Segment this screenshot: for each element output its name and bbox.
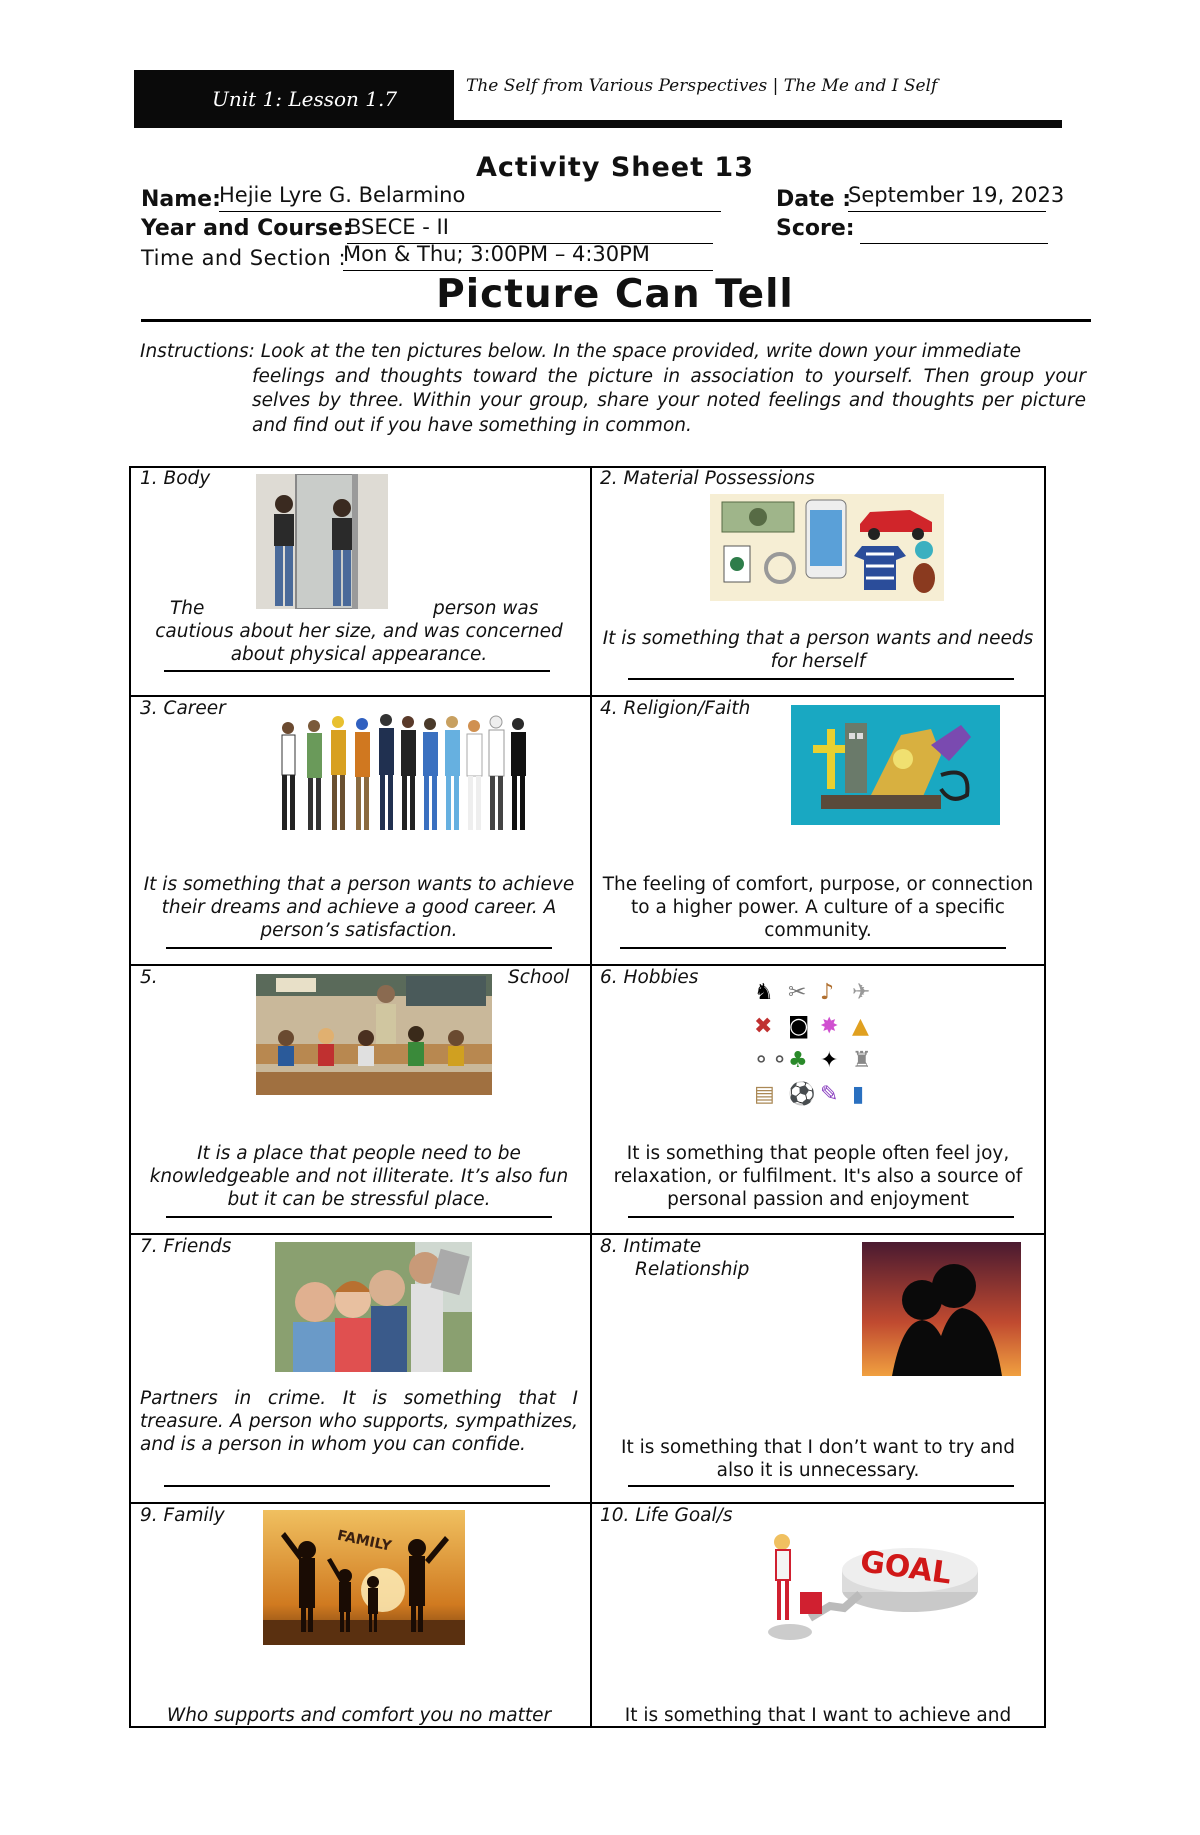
date-label: Date : [776, 187, 852, 212]
family-image [263, 1510, 465, 1645]
school-answer: It is a place that people need to be knowledgeable and not illiterate. It’s also fun but it can be stressful place. [149, 1143, 569, 1210]
body-answer-a: The [170, 598, 205, 619]
goals-image [760, 1508, 980, 1646]
time-label: Time and Section : [141, 246, 347, 270]
cell-label-religion: 4. Religion/Faith [600, 698, 751, 719]
body-answer-b: person was [433, 598, 539, 619]
svg-text:⚽: ⚽ [788, 1082, 816, 1107]
family-answer: Who supports and comfort you no matter [166, 1705, 552, 1726]
svg-text:✸: ✸ [820, 1014, 839, 1039]
grid-divider [590, 466, 592, 1728]
instructions-cont: feelings and thoughts toward the picture in association to yourself. Then group your selves by three. Within your group, share your noted feelings and thoughts per picture and find out if you have something in common. [252, 365, 1086, 436]
instructions-lead: Instructions: Look at the ten pictures below. In the space provided, write down your immediate [140, 341, 1022, 362]
career-image [274, 710, 528, 836]
school-image [256, 974, 492, 1095]
header-rule [454, 120, 1062, 128]
name-label: Name: [141, 187, 221, 212]
material-image [710, 494, 944, 601]
body-image [256, 474, 388, 609]
answer-line [166, 947, 552, 949]
grid-row-line [129, 1233, 1046, 1235]
cell-label-goals: 10. Life Goal/s [600, 1505, 733, 1526]
goals-answer: It is something that I want to achieve and [624, 1705, 1012, 1726]
svg-text:✖: ✖ [754, 1014, 773, 1039]
answer-line [166, 1216, 552, 1218]
cell-label-hobbies: 6. Hobbies [600, 967, 699, 988]
svg-text:✦: ✦ [820, 1048, 839, 1073]
year-label: Year and Course: [141, 216, 352, 241]
cell-label-family: 9. Family [140, 1505, 225, 1526]
answer-line [628, 1216, 1014, 1218]
answer-line [620, 947, 1006, 949]
cell-label-friends: 7. Friends [140, 1236, 232, 1257]
family-sign: FAMILY [335, 1527, 393, 1555]
unit-banner [134, 70, 454, 128]
unit-label: Unit 1: Lesson 1.7 [212, 87, 398, 111]
cell-label-intimate: 8. Intimate [600, 1236, 702, 1257]
score-field[interactable] [860, 215, 1048, 244]
title-rule [141, 319, 1091, 322]
intimate-answer: It is something that I don’t want to try and also it is unnecessary. [621, 1437, 1015, 1481]
svg-text:♞: ♞ [754, 980, 774, 1005]
svg-text:▲: ▲ [852, 1014, 869, 1039]
svg-text:◙: ◙ [788, 1014, 810, 1039]
svg-text:▮: ▮ [852, 1082, 865, 1107]
name-value: Hejie Lyre G. Belarmino [219, 183, 466, 207]
grid-row-line [129, 964, 1046, 966]
main-title: Picture Can Tell [436, 272, 794, 317]
time-value: Mon & Thu; 3:00PM – 4:30PM [343, 242, 650, 266]
religion-answer: The feeling of comfort, purpose, or connection to a higher power. A culture of a specific community. [602, 874, 1034, 941]
svg-text:✎: ✎ [820, 1082, 839, 1107]
career-answer: It is something that a person wants to achieve their dreams and achieve a good career. A person’s satisfaction. [143, 874, 575, 941]
friends-answer: Partners in crime. It is something that I treasure. A person who supports, sympathizes, and is a person in whom you can confide. [140, 1388, 578, 1455]
intimate-image [862, 1242, 1021, 1376]
svg-text:✂: ✂ [788, 980, 807, 1005]
cell-label-school-right: School [508, 967, 570, 988]
answer-line [628, 1485, 1014, 1487]
year-field[interactable] [347, 215, 713, 244]
hobbies-image [748, 975, 890, 1107]
body-answer-c: cautious about her size, and was concerned about physical appearance. [155, 621, 563, 665]
answer-line [164, 670, 550, 672]
svg-text:▤: ▤ [754, 1082, 775, 1107]
goal-sign: GOAL [857, 1544, 954, 1592]
grid-row-line [129, 1502, 1046, 1504]
religion-image [791, 705, 1000, 825]
answer-line [628, 678, 1014, 680]
cell-label-body: 1. Body [140, 468, 211, 489]
hobbies-answer: It is something that people often feel joy, relaxation, or fulfilment. It's also a source of personal passion and enjoyment [613, 1143, 1023, 1210]
cell-label-relationship: Relationship [635, 1259, 750, 1280]
material-answer: It is something that a person wants and needs for herself [602, 628, 1034, 672]
svg-text:✈: ✈ [852, 980, 871, 1005]
score-label: Score: [776, 216, 855, 241]
instructions [140, 340, 1086, 438]
date-value: September 19, 2023 [848, 183, 1065, 207]
cell-label-school: 5. [140, 967, 158, 988]
year-value: BSECE - II [347, 215, 449, 239]
answer-line [164, 1485, 550, 1487]
unit-subtitle: The Self from Various Perspectives | The Me and I Self [466, 76, 938, 96]
cell-label-material: 2. Material Possessions [600, 468, 815, 489]
name-field[interactable] [219, 183, 721, 212]
grid-row-line [129, 695, 1046, 697]
friends-image [275, 1242, 472, 1372]
date-field[interactable] [848, 183, 1065, 212]
svg-text:♣: ♣ [788, 1048, 808, 1073]
time-field[interactable] [343, 242, 713, 271]
sheet-title: Activity Sheet 13 [476, 152, 754, 183]
svg-text:⚬⚬: ⚬⚬ [752, 1048, 789, 1073]
svg-text:♜: ♜ [852, 1048, 872, 1073]
cell-label-career: 3. Career [140, 698, 226, 719]
svg-text:♪: ♪ [820, 980, 835, 1005]
